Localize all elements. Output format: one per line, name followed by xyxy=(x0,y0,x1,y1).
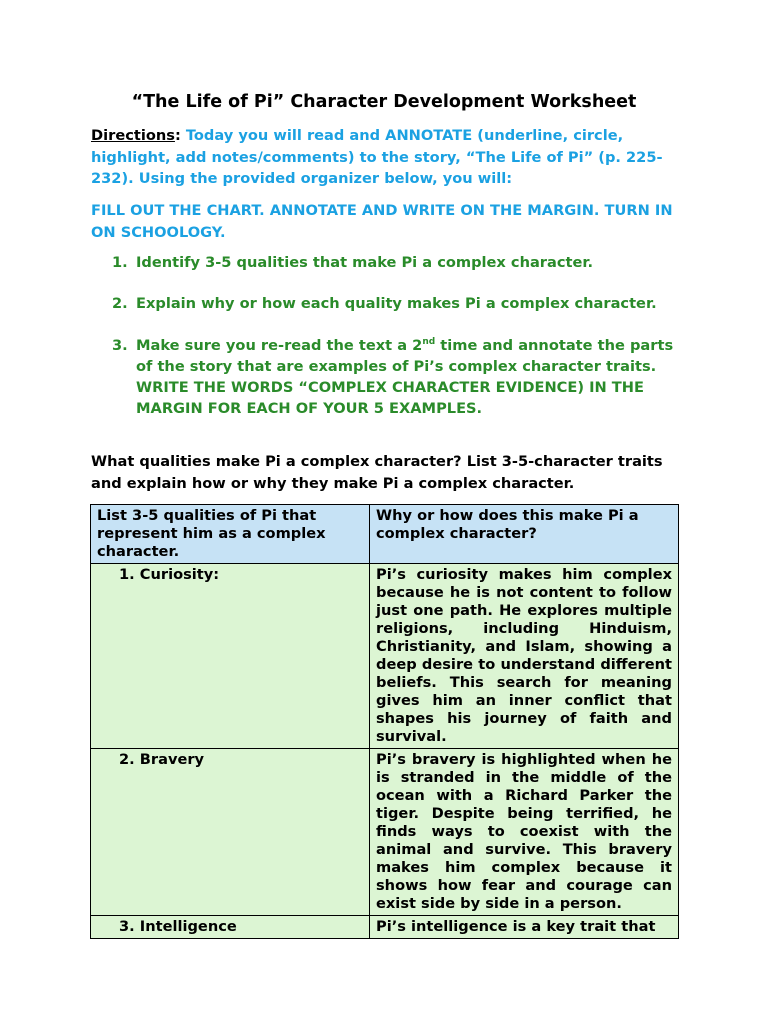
step-text-b: time and annotate the parts of the story that are examples of Pi’s complex character traits. WRITE THE WORDS “COMPLEX CHARACTER EVIDENCE) IN THE MARGIN FOR EACH OF YOUR 5 EXAMPLES. xyxy=(136,337,674,417)
steps-list xyxy=(91,335,691,419)
step-number: 2. xyxy=(112,295,128,312)
step-number: 1. xyxy=(112,254,128,271)
header-qualities: List 3-5 qualities of Pi that represent him as a complex character. xyxy=(91,505,370,564)
explanation-cell: Pi’s intelligence is a key trait that xyxy=(370,916,679,939)
table-row xyxy=(91,564,679,749)
trait-cell: 2. Bravery xyxy=(91,749,370,916)
explanation-cell: Pi’s bravery is highlighted when he is stranded in the middle of the ocean with a Richard Parker the tiger. Despite being terrified, he finds ways to coexist with the animal and survive. This bravery makes him complex because it shows how fear and courage can exist side by side in a person. xyxy=(370,749,679,916)
directions-label: Directions xyxy=(91,127,175,144)
step-item xyxy=(91,335,691,419)
table-header-row xyxy=(91,505,679,564)
trait-cell: 1. Curiosity: xyxy=(91,564,370,749)
step-superscript: nd xyxy=(422,337,436,347)
table-row xyxy=(91,916,679,939)
worksheet-title: “The Life of Pi” Character Development Worksheet xyxy=(131,92,637,112)
question-text: What qualities make Pi a complex character? List 3-5-character traits and explain how or why they make Pi a complex character. xyxy=(91,453,663,492)
trait-cell: 3. Intelligence xyxy=(91,916,370,939)
table-row xyxy=(91,749,679,916)
step-text: Explain why or how each quality makes Pi a complex character. xyxy=(136,295,657,312)
step-item xyxy=(91,293,691,314)
directions-text: Today you will read and ANNOTATE (underline, circle, highlight, add notes/comments) to the story, “The Life of Pi” (p. 225-232). Using the provided organizer below, you will: xyxy=(91,127,663,187)
explanation-cell: Pi’s curiosity makes him complex because he is not content to follow just one path. He explores multiple religions, including Hinduism, Christianity, and Islam, showing a deep desire to understand different beliefs. This search for meaning gives him an inner conflict that shapes his journey of faith and survival. xyxy=(370,564,679,749)
steps-list xyxy=(91,252,691,273)
directions-paragraph xyxy=(91,125,691,190)
step-item xyxy=(91,252,691,273)
header-explanation: Why or how does this make Pi a complex character? xyxy=(370,505,679,564)
step-number: 3. xyxy=(112,337,128,354)
steps-list xyxy=(91,293,691,314)
instruction-text: FILL OUT THE CHART. ANNOTATE AND WRITE ON THE MARGIN. TURN IN ON SCHOOLOGY. xyxy=(91,202,673,241)
step-text-a: Make sure you re-read the text a 2 xyxy=(136,337,423,354)
character-traits-table xyxy=(90,504,679,939)
step-text: Identify 3-5 qualities that make Pi a complex character. xyxy=(136,254,594,271)
directions-colon: : xyxy=(174,127,181,144)
